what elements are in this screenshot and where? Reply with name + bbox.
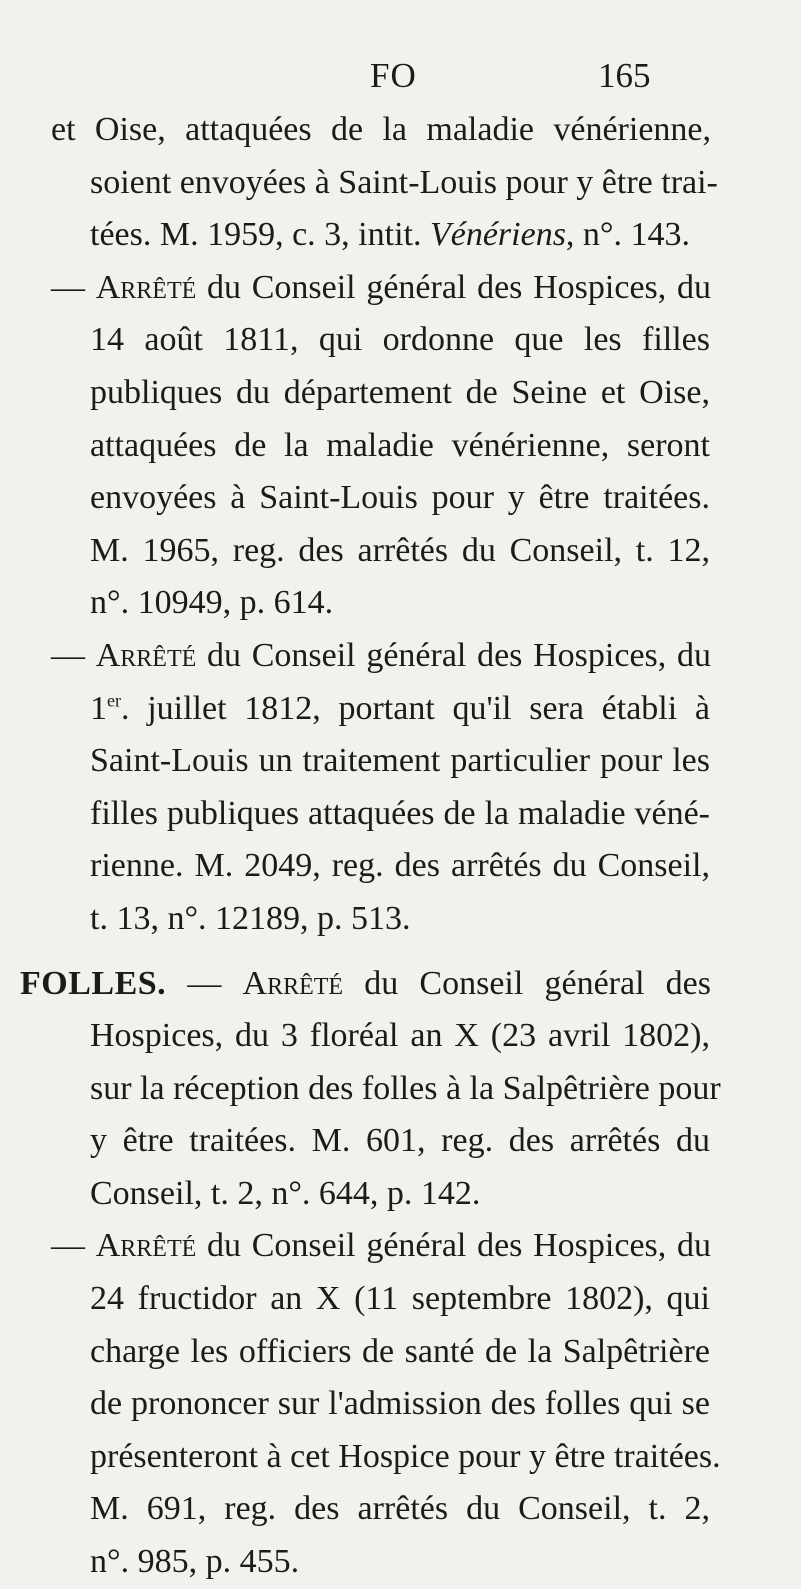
text-line: présenteront à cet Hospice pour y être traitées. <box>90 1437 721 1475</box>
text-line: M. 1965, reg. des arrêtés du Conseil, t. 12, <box>90 531 710 569</box>
text-line: charge les officiers de santé de la Salpêtrière <box>90 1332 710 1370</box>
text-fragment: tées. M. 1959, c. 3, intit. <box>90 216 430 254</box>
entry-dash: — <box>187 964 222 1002</box>
text-line: de prononcer sur l'admission des folles qui se <box>90 1385 710 1423</box>
entry-dash: — <box>51 268 85 306</box>
text-line <box>90 209 710 262</box>
text-fragment: , n°. 143. <box>565 216 691 254</box>
entry-arrete-fructidor <box>0 1220 801 1588</box>
line-text: du Conseil général des Hospices, du <box>207 1227 711 1265</box>
text-line <box>51 630 711 683</box>
entry-dash: — <box>51 636 85 674</box>
line-text: du Conseil général des Hospices, du <box>207 636 711 674</box>
text-line: envoyées à Saint-Louis pour y être traitées. <box>90 479 710 517</box>
text-line: 14 août 1811, qui ordonne que les filles <box>90 321 710 359</box>
text-line <box>51 262 711 315</box>
text-line: 1er. juillet 1812, portant qu'il sera établi à <box>90 689 710 727</box>
page-number: 165 <box>598 56 651 95</box>
head-word: FO <box>370 56 417 95</box>
text-line: publiques du département de Seine et Oise, <box>90 373 710 411</box>
text-line: t. 13, n°. 12189, p. 513. <box>90 899 411 937</box>
running-head <box>0 56 801 96</box>
entry-label: Arrêté <box>95 636 197 674</box>
text-line: Hospices, du 3 floréal an X (23 avril 1802), <box>90 1017 710 1055</box>
entry-dash: — <box>51 1227 85 1265</box>
text-line: et Oise, attaquées de la maladie vénérienne, <box>51 111 711 148</box>
text-line: filles publiques attaquées de la maladie véné- <box>90 794 710 832</box>
text-line: soient envoyées à Saint-Louis pour y être trai- <box>90 163 718 201</box>
entry-arrete-1812 <box>0 630 801 946</box>
entry-arrete-1811 <box>0 262 801 630</box>
text-line <box>51 1220 711 1273</box>
line-text: du Conseil général des Hospices, du <box>207 268 711 306</box>
entry-continuation <box>0 104 801 262</box>
entry-gap <box>0 946 801 958</box>
text-line: Conseil, t. 2, n°. 644, p. 142. <box>90 1174 481 1212</box>
text-line: y être traitées. M. 601, reg. des arrêtés du <box>90 1122 710 1160</box>
text-line: attaquées de la maladie vénérienne, seront <box>90 426 710 464</box>
line-text: du Conseil général des <box>364 964 712 1002</box>
text-line: n°. 10949, p. 614. <box>90 584 334 622</box>
italic-title: Vénériens <box>429 216 566 254</box>
text-line: n°. 985, p. 455. <box>90 1543 300 1581</box>
text-line: M. 691, reg. des arrêtés du Conseil, t. 2, <box>90 1490 710 1528</box>
text-line: Saint-Louis un traitement particulier pour les <box>90 742 710 780</box>
entry-label: Arrêté <box>242 964 344 1002</box>
entry-label: Arrêté <box>95 1227 197 1265</box>
entry-label: Arrêté <box>95 268 197 306</box>
text-line <box>20 958 711 1011</box>
text-line: rienne. M. 2049, reg. des arrêtés du Conseil, <box>90 847 710 885</box>
entry-keyword: FOLLES. <box>20 964 167 1002</box>
dictionary-text <box>0 104 801 1589</box>
text-line: sur la réception des folles à la Salpêtrière pour <box>90 1069 721 1107</box>
text-line: 24 fructidor an X (11 septembre 1802), qui <box>90 1280 710 1318</box>
entry-folles <box>0 958 801 1221</box>
